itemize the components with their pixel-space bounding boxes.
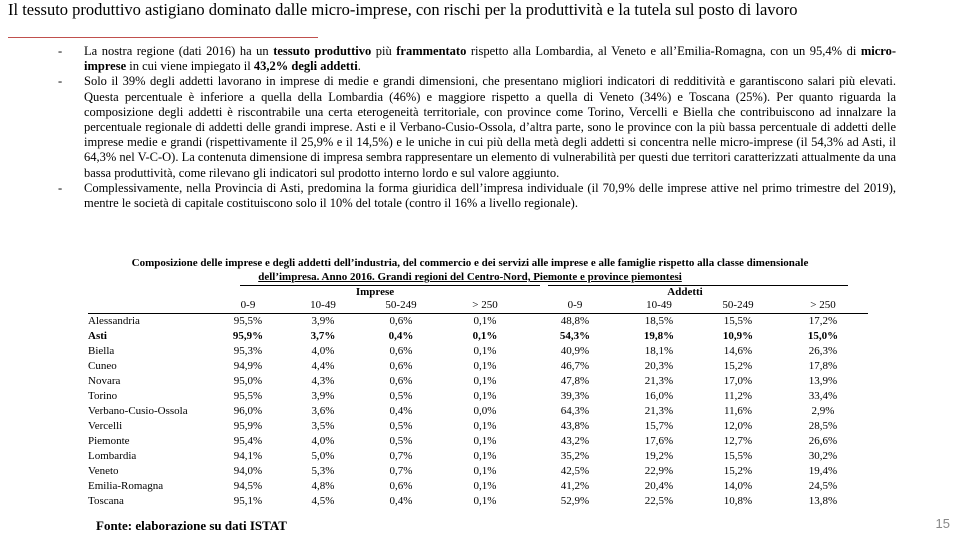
row-label: Piemonte (88, 435, 130, 447)
table-cell: 94,0% (233, 465, 263, 477)
table-cell: 39,3% (560, 390, 590, 402)
row-label: Vercelli (88, 420, 123, 432)
table-cell: 3,7% (310, 330, 336, 342)
table-cell: 19,8% (643, 330, 675, 342)
bullet-text: La nostra regione (dati 2016) ha un (84, 44, 274, 58)
table-cell: 13,9% (808, 375, 838, 387)
table-cell: 22,5% (644, 495, 674, 507)
slide-title: Il tessuto produttivo astigiano dominato dalle micro-imprese, con rischi per la produttività e la tutela sul posto di lavoro (8, 0, 798, 19)
table-cell: 19,2% (644, 450, 674, 462)
table-row (88, 434, 868, 449)
table-cell: 11,2% (723, 390, 752, 402)
table-cell: 35,2% (560, 450, 590, 462)
bullet-emphasis: 43,2% degli addetti (253, 59, 358, 74)
table-cell: 43,8% (560, 420, 590, 432)
row-label: Verbano-Cusio-Ossola (88, 405, 188, 417)
table-cell: 0,6% (389, 345, 413, 357)
table-cell: 0,4% (389, 405, 413, 417)
bullet-list (58, 44, 896, 211)
table-header-row (88, 298, 868, 314)
table-cell: 15,5% (723, 450, 753, 462)
row-label: Veneto (88, 465, 119, 477)
column-header: 50-249 (722, 299, 754, 311)
table-cell: 95,3% (233, 345, 263, 357)
table-cell: 21,3% (644, 375, 674, 387)
table-cell: 2,9% (811, 405, 835, 417)
table-cell: 19,4% (808, 465, 838, 477)
table-row (88, 374, 868, 389)
table-cell: 3,9% (311, 315, 335, 327)
table-cell: 0,5% (389, 390, 413, 402)
table-cell: 26,3% (808, 345, 838, 357)
table-cell: 0,6% (389, 375, 413, 387)
column-header: 10-49 (646, 299, 672, 311)
table-cell: 95,5% (233, 315, 263, 327)
table-cell: 12,0% (723, 420, 753, 432)
table-cell: 0,5% (389, 420, 413, 432)
table-cell: 95,1% (233, 495, 263, 507)
table-cell: 43,2% (560, 435, 590, 447)
table-cell: 30,2% (808, 450, 838, 462)
table-cell: 0,1% (473, 465, 497, 477)
table-cell: 14,6% (723, 345, 753, 357)
table-cell: 4,5% (311, 495, 335, 507)
table-cell: 0,7% (389, 450, 413, 462)
table-cell: 14,0% (723, 480, 753, 492)
table-cell: 54,3% (559, 330, 591, 342)
bullet-text: Solo il 39% degli addetti lavorano in imprese di medie e grandi dimensioni, che presentano migliori indicatori di redditività e garantiscono salari più elevati. Questa percentuale è inferiore a quella della Lombardia (46%) e maggiore rispetto a quella di Veneto (34%) e Toscana (25%). Per quanto riguarda la composizione degli addetti è riscontrabile una certa eterogeneità territoriale, con province come Torino, Vercelli e Biella che contribuiscono ad innalzare la percentuale regionale di addetti delle grandi imprese. Asti e il Verbano-Cusio-Ossola, d’altra parte, sono le province con la più bassa percentuale di addetti delle imprese medie e grandi (rispettivamente il 25,9% e il 14,5%) e le uniche in cui più della metà degli addetti si concentra nelle micro-imprese (il 54,3% ad Asti, il 64,3% nel V-C-O). La contenuta dimensione di impresa sembra rappresentare un elemento di vulnerabilità per questi due territori caratterizzati attualmente da una bassa produttività, come rilevano gli indicatori sul prodotto interno lordo e sul valore aggiunto. (84, 74, 896, 180)
table-cell: 95,4% (233, 435, 263, 447)
bullet-item (58, 44, 896, 74)
table-cell: 95,0% (233, 375, 263, 387)
table-cell: 10,9% (722, 330, 754, 342)
bullet-text: in cui viene impiegato il (126, 59, 254, 74)
size-class-table (88, 298, 868, 509)
column-header: > 250 (810, 299, 836, 311)
bullet-text: . (357, 59, 361, 74)
table-cell: 94,9% (233, 360, 263, 372)
table-cell: 26,6% (808, 435, 838, 447)
table-cell: 4,0% (311, 435, 335, 447)
table-cell: 0,6% (389, 360, 413, 372)
table-cell: 0,1% (473, 345, 497, 357)
bullet-emphasis: frammentato (396, 44, 467, 58)
table-cell: 20,3% (644, 360, 674, 372)
table-cell: 95,9% (232, 330, 264, 342)
table-cell: 3,6% (311, 405, 335, 417)
table-row (88, 314, 868, 330)
table-row (88, 404, 868, 419)
row-label: Cuneo (88, 360, 117, 372)
table-cell: 0,6% (389, 480, 413, 492)
table-cell: 16,0% (644, 390, 674, 402)
row-label: Emilia-Romagna (88, 480, 164, 492)
table-cell: 15,5% (723, 315, 753, 327)
source-note: Fonte: elaborazione su dati ISTAT (96, 518, 287, 533)
table-row (88, 359, 868, 374)
table-caption (90, 256, 850, 284)
table-cell: 41,2% (560, 480, 590, 492)
table-cell: 48,8% (560, 315, 590, 327)
table-cell: 4,8% (311, 480, 335, 492)
bullet-marker: - (58, 74, 63, 89)
table-cell: 95,9% (233, 420, 263, 432)
table-cell: 18,5% (644, 315, 674, 327)
column-header: 50-249 (385, 299, 417, 311)
table-cell: 0,5% (389, 435, 413, 447)
table-cell: 21,3% (644, 405, 674, 417)
table-caption-line2: dell’impresa. Anno 2016. Grandi regioni del Centro-Nord, Piemonte e province piemontesi (258, 271, 682, 283)
table-row (88, 464, 868, 479)
table-cell: 0,1% (473, 495, 497, 507)
table-cell: 47,8% (560, 375, 590, 387)
table-row (88, 419, 868, 434)
table-cell: 22,9% (644, 465, 674, 477)
table-cell: 20,4% (644, 480, 674, 492)
table-cell: 40,9% (560, 345, 590, 357)
table-cell: 3,5% (311, 420, 335, 432)
table-cell: 17,0% (723, 375, 753, 387)
table-cell: 4,3% (311, 375, 335, 387)
bullet-text: Complessivamente, nella Provincia di Asti, predomina la forma giuridica dell’impresa individuale (il 70,9% delle imprese attive nel primo trimestre del 2019), mentre le società di capitale costituiscono solo il 10% del totale (contro il 16% a livello regionale). (84, 180, 896, 211)
table-cell: 64,3% (560, 405, 590, 417)
table-cell: 0,1% (473, 315, 497, 327)
table-cell: 0,1% (473, 390, 497, 402)
table-cell: 28,5% (808, 420, 838, 432)
table-cell: 15,7% (644, 420, 674, 432)
table-cell: 13,8% (808, 495, 838, 507)
bullet-emphasis: tessuto produttivo (273, 44, 372, 58)
table-cell: 5,3% (311, 465, 335, 477)
row-label: Novara (88, 375, 121, 387)
table-cell: 11,6% (723, 405, 752, 417)
row-label: Toscana (88, 495, 124, 507)
table-cell: 17,2% (808, 315, 838, 327)
table-caption-line1: Composizione delle imprese e degli addetti dell’industria, del commercio e dei servizi alle imprese e alle famiglie rispetto alla classe dimensionale (131, 257, 809, 269)
table-cell: 0,1% (473, 435, 497, 447)
table-cell: 3,9% (311, 390, 335, 402)
table-cell: 52,9% (560, 495, 590, 507)
bullet-item (58, 74, 896, 180)
table-cell: 0,4% (388, 330, 414, 342)
table-cell: 0,1% (473, 480, 497, 492)
table-cell: 10,8% (723, 495, 753, 507)
table-cell: 0,6% (389, 315, 413, 327)
column-header: 10-49 (310, 299, 336, 311)
row-label: Biella (88, 345, 115, 357)
table-cell: 94,5% (233, 480, 263, 492)
table-cell: 12,7% (723, 435, 753, 447)
row-label: Alessandria (88, 315, 140, 327)
table-cell: 95,5% (233, 390, 263, 402)
bullet-item (58, 181, 896, 211)
column-header: 0-9 (567, 299, 583, 311)
row-label: Asti (88, 330, 107, 342)
table-cell: 42,5% (560, 465, 590, 477)
row-label: Lombardia (88, 450, 137, 462)
column-header: 0-9 (240, 299, 256, 311)
table-row (88, 389, 868, 404)
table-cell: 15,0% (807, 330, 839, 342)
header-empty (88, 298, 212, 314)
table-cell: 24,5% (808, 480, 838, 492)
table-row (88, 344, 868, 359)
table-cell: 0,0% (473, 405, 497, 417)
page-number: 15 (935, 516, 950, 531)
table-cell: 17,8% (808, 360, 838, 372)
table-cell: 33,4% (808, 390, 838, 402)
bullet-text: più (371, 44, 397, 58)
table-row (88, 479, 868, 494)
table-row (88, 494, 868, 509)
table-cell: 0,1% (473, 375, 497, 387)
bullet-marker: - (58, 44, 63, 58)
table-cell: 0,7% (389, 465, 413, 477)
table-cell: 46,7% (560, 360, 590, 372)
table-cell: 5,0% (311, 450, 335, 462)
table-cell: 15,2% (723, 465, 753, 477)
table-cell: 96,0% (233, 405, 263, 417)
table-cell: 0,1% (472, 330, 498, 342)
bullet-text: rispetto alla Lombardia, al Veneto e all’Emilia-Romagna, con un 95,4% di (466, 44, 861, 58)
table-row (88, 449, 868, 464)
bullet-marker: - (58, 180, 63, 195)
table-cell: 0,4% (389, 495, 413, 507)
table-cell: 4,0% (311, 345, 335, 357)
table-cell: 0,1% (473, 450, 497, 462)
table-cell: 15,2% (723, 360, 753, 372)
title-underline (8, 37, 318, 38)
table-cell: 94,1% (233, 450, 263, 462)
group-label-imprese: Imprese (355, 286, 395, 298)
table-cell: 4,4% (311, 360, 335, 372)
bullet-emphasis: micro-imprese (84, 44, 896, 74)
table-cell: 0,1% (473, 360, 497, 372)
table-row (88, 329, 868, 344)
table-cell: 0,1% (473, 420, 497, 432)
column-header: > 250 (472, 299, 498, 311)
table-cell: 17,6% (644, 435, 674, 447)
row-label: Torino (88, 390, 118, 402)
table-cell: 18,1% (644, 345, 674, 357)
group-label-addetti: Addetti (667, 286, 703, 298)
